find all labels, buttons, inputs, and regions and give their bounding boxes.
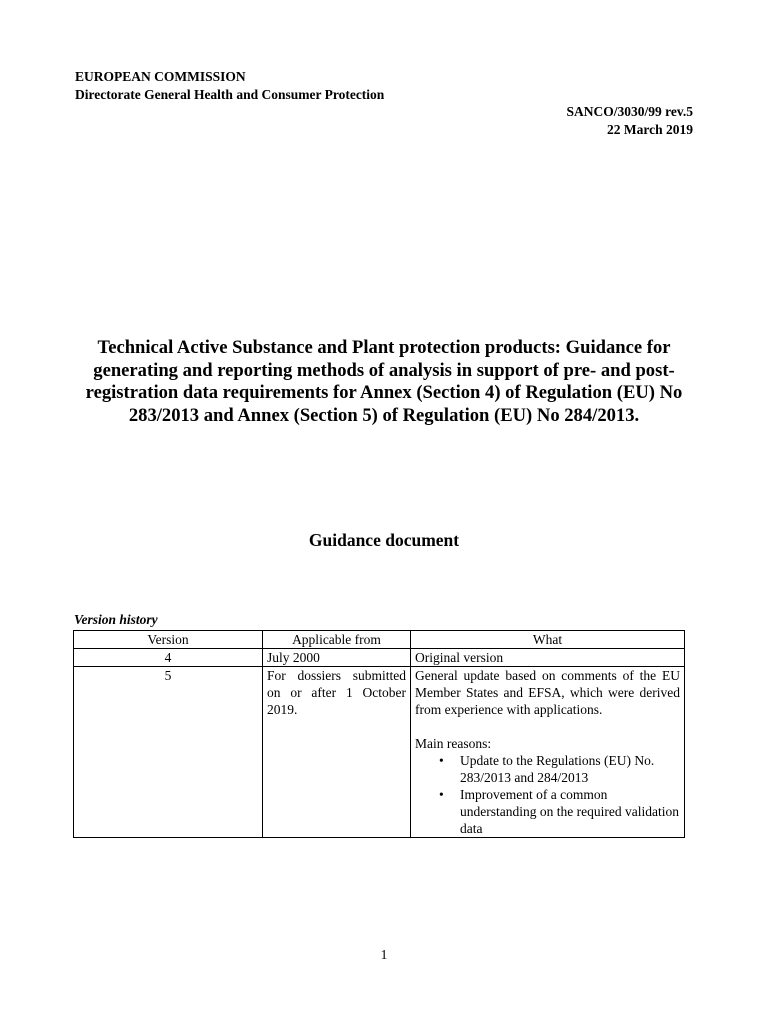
list-item bbox=[439, 752, 680, 786]
bullet-icon: • bbox=[439, 787, 444, 802]
directorate-name: Directorate General Health and Consumer Protection bbox=[75, 87, 385, 102]
issuing-organization bbox=[75, 68, 384, 104]
header-version: Version bbox=[74, 631, 263, 649]
applicable-from-cell: For dossiers submitted on or after 1 October 2019. bbox=[263, 667, 411, 838]
reason-text: Improvement of a common understanding on the required validation data bbox=[460, 787, 679, 836]
reference-code: SANCO/3030/99 rev.5 bbox=[566, 104, 693, 119]
version-cell: 4 bbox=[74, 649, 263, 667]
document-type: Guidance document bbox=[308, 530, 460, 550]
header-applicable-from: Applicable from bbox=[263, 631, 411, 649]
list-item bbox=[439, 786, 680, 837]
page-number: 1 bbox=[380, 947, 388, 962]
table-row bbox=[74, 667, 685, 838]
document-title: Technical Active Substance and Plant protection products: Guidance for generating and reporting methods of analysis in support of pre- and post-registration data requirements for Annex (Section 4) of Regulation (EU) No 283/2013 and Annex (Section 5) of Regulation (EU) No 284/2013. bbox=[85, 337, 683, 426]
document-date: 22 March 2019 bbox=[607, 122, 693, 137]
what-cell: Original version bbox=[411, 649, 685, 667]
applicable-from-cell: July 2000 bbox=[263, 649, 411, 667]
what-cell bbox=[411, 667, 685, 838]
version-history-label: Version history bbox=[74, 612, 158, 627]
header-what: What bbox=[411, 631, 685, 649]
document-reference bbox=[566, 103, 693, 139]
update-description: General update based on comments of the EU Member States and EFSA, which were derived from experience with applications. bbox=[415, 668, 680, 717]
version-history-table bbox=[73, 630, 685, 838]
reasons-list bbox=[415, 752, 680, 837]
table-header-row bbox=[74, 631, 685, 649]
reasons-label: Main reasons: bbox=[415, 736, 492, 751]
version-cell: 5 bbox=[74, 667, 263, 838]
reason-text: Update to the Regulations (EU) No. 283/2013 and 284/2013 bbox=[460, 753, 655, 785]
org-name: EUROPEAN COMMISSION bbox=[75, 69, 246, 84]
table-row bbox=[74, 649, 685, 667]
bullet-icon: • bbox=[439, 753, 444, 768]
